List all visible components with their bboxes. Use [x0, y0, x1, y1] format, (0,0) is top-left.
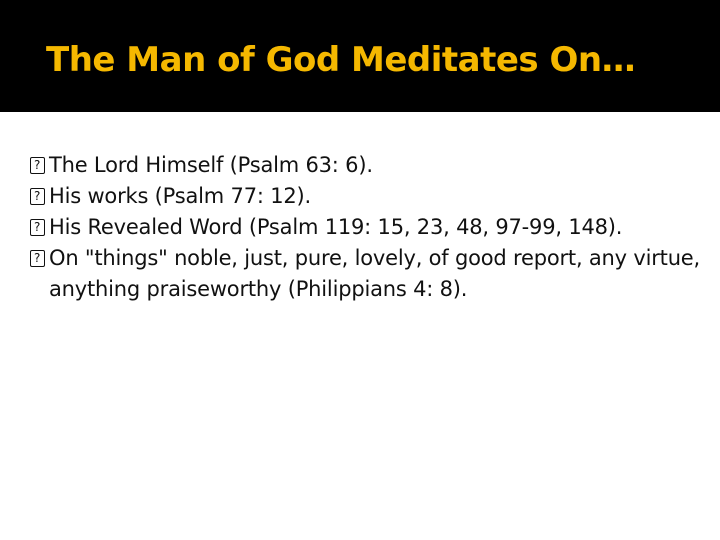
bullet-text: The Lord Himself (Psalm 63: 6). — [49, 153, 373, 177]
bullet-text: On "things" noble, just, pure, lovely, of good report, any virtue, anything praiseworthy (Philippians 4: 8). — [49, 246, 701, 301]
bullet-item — [30, 150, 710, 181]
bullet-text: His works (Psalm 77: 12). — [49, 184, 312, 208]
bullet-text: His Revealed Word (Psalm 119: 15, 23, 48, 97-99, 148). — [49, 215, 623, 239]
missing-glyph-box-icon — [30, 219, 45, 236]
bullet-item — [30, 243, 710, 305]
bullet-item — [30, 181, 710, 212]
title-bar — [0, 0, 720, 112]
missing-glyph-box-icon — [30, 188, 45, 205]
missing-glyph-box-icon — [30, 250, 45, 267]
slide-title: The Man of God Meditates On… — [46, 40, 636, 80]
bullet-item — [30, 212, 710, 243]
bullet-list — [30, 150, 710, 305]
missing-glyph-box-icon — [30, 157, 45, 174]
